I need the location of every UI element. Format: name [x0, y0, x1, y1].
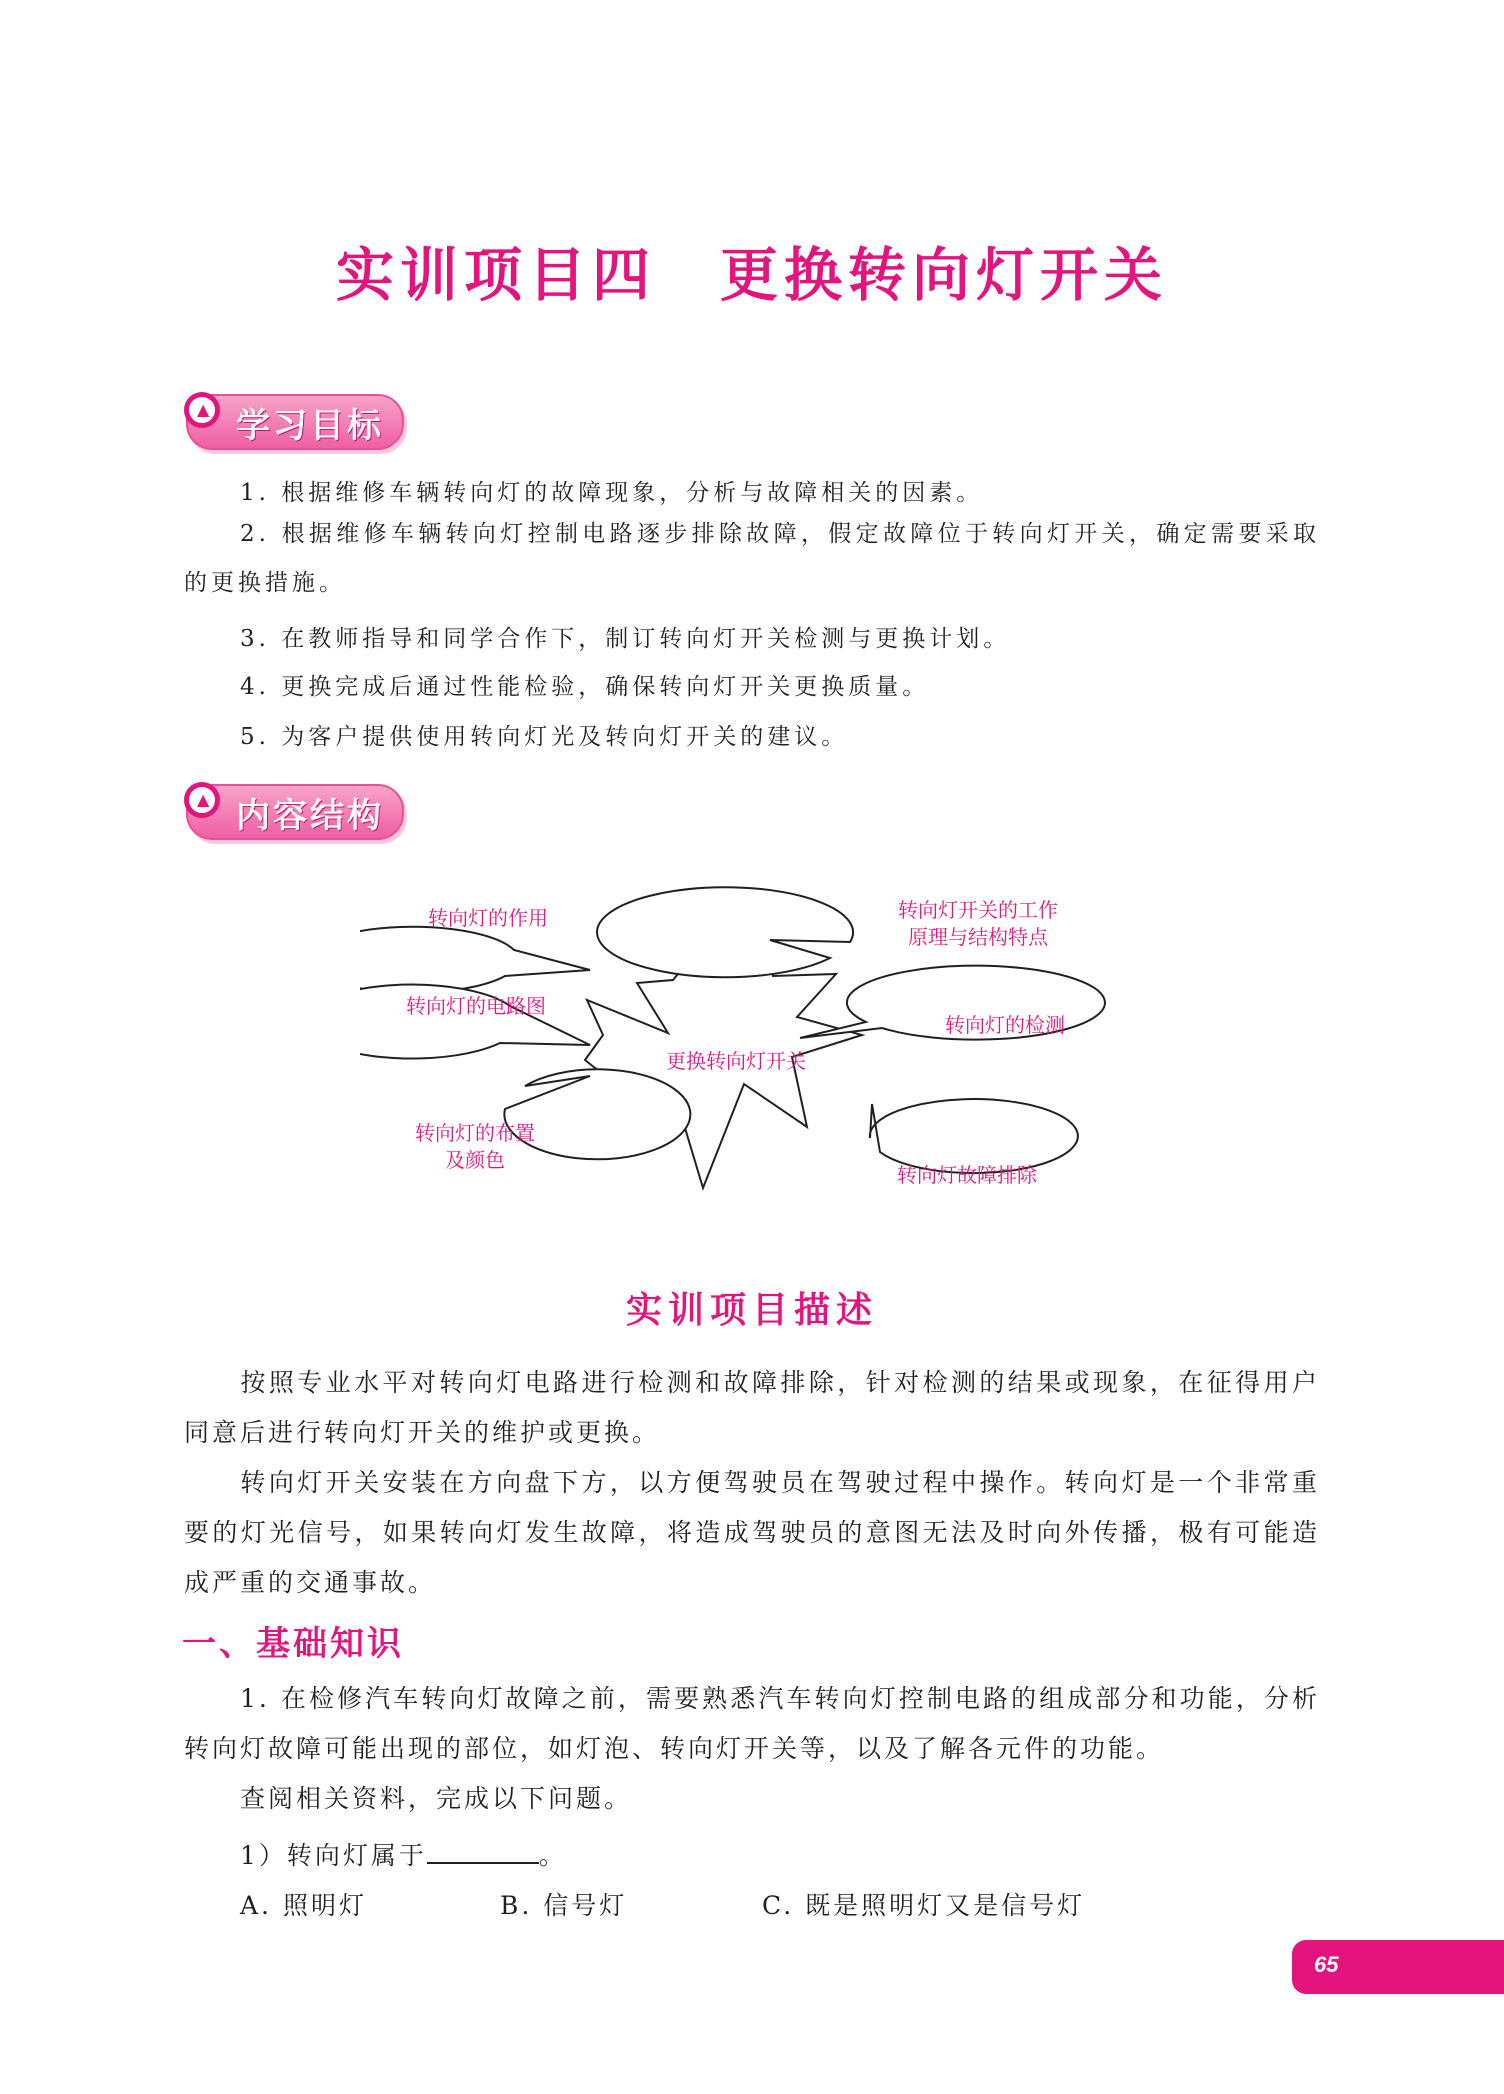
description-heading: 实训项目描述	[625, 1290, 878, 1331]
question-stem-suffix: 。	[538, 1841, 567, 1870]
objective-item-text: 2. 根据维修车辆转向灯控制电路逐步排除故障，假定故障位于转向灯开关，确定需要采取的更换措施。	[184, 521, 1320, 596]
section-label-objectives: 学习目标	[236, 406, 384, 446]
diagram-node-principle-line1: 转向灯开关的工作	[898, 898, 1058, 922]
bubble-troubleshoot	[870, 1099, 1078, 1173]
page-number: 65	[1314, 1952, 1339, 1977]
question-stem	[240, 1836, 567, 1872]
section-label-structure: 内容结构	[236, 796, 384, 836]
bubble-layout	[504, 1069, 690, 1159]
bubble-role	[360, 927, 590, 993]
question-stem-prefix: 1）转向灯属于	[240, 1841, 427, 1870]
bubble-principle	[597, 887, 853, 977]
basics-paragraph	[184, 1774, 1320, 1824]
description-paragraph-text: 转向灯开关安装在方向盘下方，以方便驾驶员在驾驶过程中操作。转向灯是一个非常重要的灯光信号，如果转向灯发生故障，将造成驾驶员的意图无法及时向外传播，极有可能造成严重的交通事故。	[184, 1468, 1320, 1597]
content-structure-diagram	[360, 880, 1160, 1220]
diagram-node-principle-line2: 原理与结构特点	[908, 925, 1048, 949]
basics-paragraph-text: 查阅相关资料，完成以下问题。	[240, 1784, 633, 1813]
diagram-center-label: 更换转向灯开关	[666, 1049, 806, 1073]
objective-item: 5. 为客户提供使用转向灯光及转向灯开关的建议。	[240, 724, 849, 750]
objective-item: 1. 根据维修车辆转向灯的故障现象，分析与故障相关的因素。	[240, 480, 984, 506]
triangle-icon: ▲	[184, 782, 220, 818]
basics-heading: 一、基础知识	[182, 1624, 404, 1664]
basics-paragraph	[184, 1674, 1320, 1774]
description-paragraph-text: 按照专业水平对转向灯电路进行检测和故障排除，针对检测的结果或现象，在征得用户同意后进行转向灯开关的维护或更换。	[184, 1368, 1320, 1447]
description-paragraph	[184, 1358, 1320, 1458]
diagram-node-circuit: 转向灯的电路图	[406, 994, 546, 1018]
question-option-a[interactable]: A. 照明灯	[240, 1891, 367, 1920]
diagram-node-troubleshoot: 转向灯故障排除	[897, 1163, 1037, 1187]
objective-item: 4. 更换完成后通过性能检验，确保转向灯开关更换质量。	[240, 674, 930, 700]
basics-paragraph-text: 1. 在检修汽车转向灯故障之前，需要熟悉汽车转向灯控制电路的组成部分和功能，分析转向灯故障可能出现的部位，如灯泡、转向灯开关等，以及了解各元件的功能。	[184, 1684, 1320, 1763]
question-option-b[interactable]: B. 信号灯	[500, 1891, 628, 1920]
objective-item: 3. 在教师指导和同学合作下，制订转向灯开关检测与更换计划。	[240, 626, 1011, 652]
answer-blank[interactable]	[427, 1840, 539, 1864]
objective-item	[184, 510, 1320, 608]
diagram-node-layout-line1: 转向灯的布置	[415, 1121, 535, 1145]
question-option-c[interactable]: C. 既是照明灯又是信号灯	[762, 1891, 1086, 1920]
description-paragraph	[184, 1458, 1320, 1608]
diagram-node-role: 转向灯的作用	[428, 906, 548, 930]
page-title: 实训项目四 更换转向灯开关	[335, 241, 1168, 309]
diagram-node-detect: 转向灯的检测	[945, 1013, 1065, 1037]
triangle-icon: ▲	[184, 392, 220, 428]
diagram-node-layout-line2: 及颜色	[445, 1148, 505, 1172]
